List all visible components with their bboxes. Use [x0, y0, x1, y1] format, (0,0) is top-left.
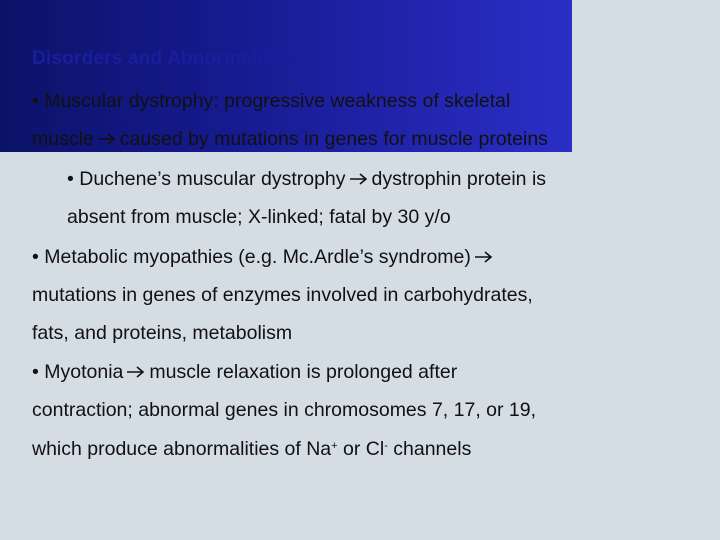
right-arrow-icon — [474, 250, 494, 264]
line-text: fats, and proteins, metabolism — [32, 322, 293, 344]
line-text: muscle relaxation is prolonged after — [149, 361, 458, 383]
line-text: dystrophin protein is — [371, 168, 547, 190]
line-text: caused by mutations in genes for muscle proteins — [119, 128, 548, 150]
right-arrow-icon — [126, 365, 146, 379]
right-arrow-icon — [349, 172, 369, 186]
slide-title: Disorders and Abnormalities — [32, 48, 297, 69]
bullet-duchene — [67, 167, 546, 191]
line-myotonia-detail-1 — [32, 398, 536, 422]
bullet-myotonia — [32, 360, 457, 384]
line-metabolic-detail-2 — [32, 321, 292, 345]
line-text: • Muscular dystrophy: progressive weakness of skeletal — [32, 90, 511, 112]
bullet-muscular-dystrophy — [32, 89, 510, 113]
line-text: • Myotonia — [32, 361, 124, 383]
superscript-minus: - — [384, 440, 388, 452]
line-muscular-dystrophy-cause — [32, 127, 548, 151]
line-text: which produce abnormalities of Na — [32, 438, 332, 460]
line-text: absent from muscle; X-linked; fatal by 30 y/o — [67, 206, 451, 228]
line-myotonia-detail-2 — [32, 437, 471, 461]
bullet-metabolic-myopathies — [32, 245, 497, 269]
line-text: channels — [387, 438, 472, 460]
line-text: or Cl — [337, 438, 385, 460]
line-text: contraction; abnormal genes in chromosomes 7, 17, or 19, — [32, 399, 537, 421]
line-text: muscle — [32, 128, 94, 150]
line-text: mutations in genes of enzymes involved in carbohydrates, — [32, 284, 533, 306]
line-text: • Metabolic myopathies (e.g. Mc.Ardle’s syndrome) — [32, 246, 471, 268]
line-metabolic-detail-1 — [32, 283, 533, 307]
line-text: • Duchene’s muscular dystrophy — [67, 168, 346, 190]
superscript-plus: + — [331, 440, 338, 452]
line-duchene-detail — [67, 205, 451, 229]
right-arrow-icon — [97, 132, 117, 146]
